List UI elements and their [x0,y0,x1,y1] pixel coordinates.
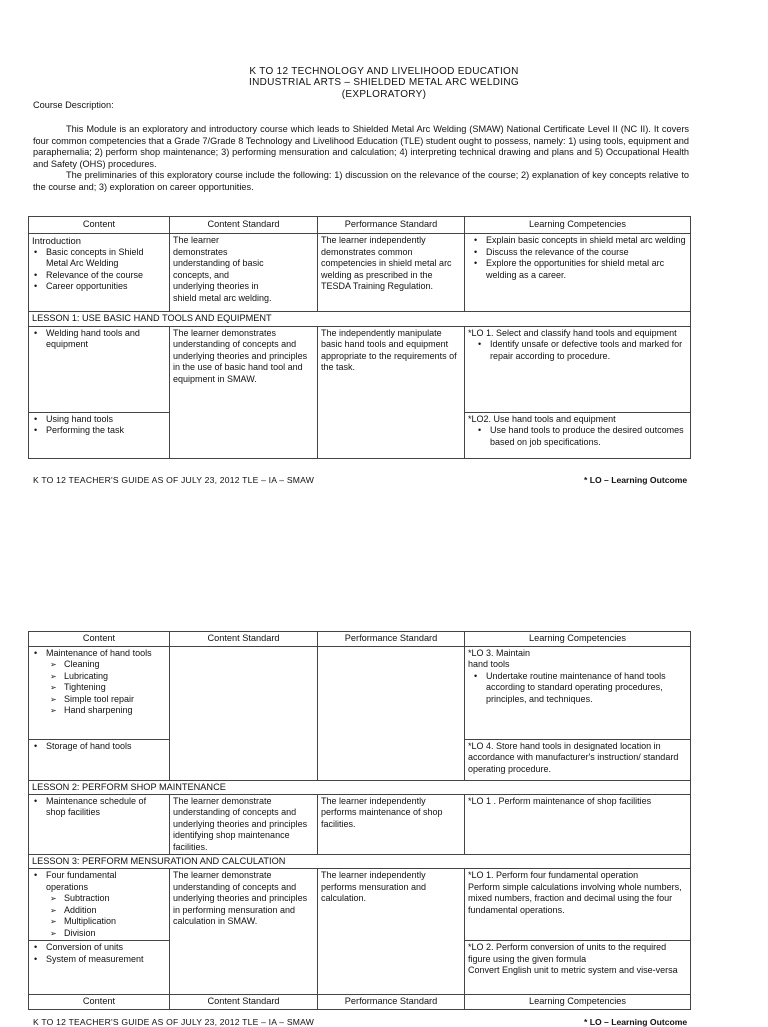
content-list [32,648,166,660]
competencies-cell [465,326,691,412]
col-header-learning-competencies: Learning Competencies [465,995,691,1010]
competency-list [468,671,687,706]
competencies-cell [465,234,691,312]
table-header-row [29,632,691,647]
list-item: • Basic concepts in Shield Metal Arc Welding [46,247,166,270]
content-standard-cell [170,234,318,312]
sub-list [32,893,166,939]
competencies-cell [465,941,691,995]
list-item: ➢ Lubricating [64,671,166,683]
competencies-cell [465,739,691,780]
performance-standard-cell [318,869,465,995]
performance-standard-cell [318,794,465,855]
list-item: • Four fundamental operations [46,870,132,893]
page-footer-left: K TO 12 TEACHER'S GUIDE AS OF JULY 23, 2012 TLE – IA – SMAW [33,475,315,485]
content-cell [29,646,170,739]
list-item: ➢ Division [64,928,166,940]
performance-standard-text: The learner independently demonstrates common competencies in shield metal arc welding as prescribed in the TESDA Training Regulation. [321,235,452,291]
course-description [33,124,689,194]
col-header-content: Content [29,217,170,234]
learning-outcome-text: Perform simple calculations involving whole numbers, mixed numbers, fraction and decimal using the four fundamental operations. [468,881,682,915]
list-item: ➢ Cleaning [64,659,166,671]
content-standard-text: The learner demonstrates understanding of concepts and underlying theories and principles in the use of basic hand tool and equipment in SMAW. [173,327,308,384]
lesson-1-title: LESSON 1: USE BASIC HAND TOOLS AND EQUIPMENT [29,312,691,327]
competency-list [468,339,687,362]
list-item: ➢ Subtraction [64,893,166,905]
content-standard-text: The learner demonstrate understanding of concepts and underlying theories and principles in performing mensuration and calculation in SMAW. [173,870,308,926]
list-item: • System of measurement [46,954,166,966]
col-header-learning-competencies: Learning Competencies [465,632,691,647]
lesson-2-title: LESSON 2: PERFORM SHOP MAINTENANCE [29,780,691,794]
content-cell [29,412,170,458]
performance-standard-cell [318,234,465,312]
competencies-cell [465,646,691,739]
list-item: • Maintenance of hand tools [46,648,166,660]
content-list [32,870,166,893]
learning-outcome-title: *LO 1. Perform four fundamental operation [468,870,639,880]
list-item: ➢ Hand sharpening [64,705,166,717]
lesson-row [29,780,691,794]
curriculum-table-1 [28,216,691,459]
table-row [29,869,691,941]
list-item: • Welding hand tools and equipment [46,328,166,351]
learning-outcome-title: *LO 2. Perform conversion of units to the required figure using the given formula [468,942,667,964]
list-item: ➢ Simple tool repair [64,694,166,706]
page-footer-right: * LO – Learning Outcome [584,475,688,485]
col-header-content-standard: Content Standard [170,632,318,647]
description-paragraph-1: This Module is an exploratory and introductory course which leads to Shielded Metal Arc Welding (SMAW) National Certificate Level II (NC II). It covers four common competencies that a Grade 7/Grade 8 Technology and Livelihood Education (TLE) student ought to possess, namely: 1) using tools, equipment and paraphernalia; 2) perform shop maintenance; 3) performing mensuration and calculation; 4) interpreting technical drawing and plans and 5) Occupational Health and Safety (OHS) procedures. [33,124,689,169]
content-standard-cell [170,794,318,855]
competency-list [468,425,687,448]
performance-standard-cell [318,326,465,458]
content-list [32,741,166,753]
learning-outcome-title: *LO 3. Maintain hand tools [468,647,531,669]
content-cell [29,326,170,412]
learning-outcome-title: *LO 1 . Perform maintenance of shop facilities [468,795,652,806]
list-item: • Career opportunities [46,281,166,293]
col-header-learning-competencies: Learning Competencies [465,217,691,234]
content-cell [29,794,170,855]
content-standard-text: The learner demonstrate understanding of concepts and underlying theories and principles identifying shop maintenance facilities. [173,795,308,852]
table-header-row [29,995,691,1010]
list-item: • Discuss the relevance of the course [486,247,687,259]
col-header-performance-standard: Performance Standard [318,632,465,647]
table-row [29,326,691,412]
list-item: • Undertake routine maintenance of hand tools according to standard operating procedures, principles, and techniques. [486,671,687,706]
list-item: • Storage of hand tools [46,741,166,753]
competencies-cell [465,412,691,458]
performance-standard-text: The independently manipulate basic hand tools and equipment appropriate to the requirements of the task. [321,327,457,372]
content-list [32,414,166,437]
learning-outcome-title: *LO 4. Store hand tools in designated location in accordance with manufacturer's instruction/ standard operating procedure. [468,740,679,774]
col-header-performance-standard: Performance Standard [318,995,465,1010]
table-row [29,234,691,312]
curriculum-table-2 [28,631,691,1010]
table-header-row [29,217,691,234]
list-item: ➢ Multiplication [64,916,166,928]
col-header-content: Content [29,632,170,647]
content-cell [29,869,170,941]
content-standard-cell [170,869,318,995]
list-item: • Use hand tools to produce the desired outcomes based on job specifications. [490,425,687,448]
lesson-3-title: LESSON 3: PERFORM MENSURATION AND CALCULATION [29,855,691,869]
sub-list [32,659,166,717]
intro-items [32,247,166,293]
content-cell [29,234,170,312]
col-header-content-standard: Content Standard [170,995,318,1010]
content-cell [29,941,170,995]
list-item: ➢ Addition [64,905,166,917]
competency-list [468,235,687,281]
col-header-performance-standard: Performance Standard [318,217,465,234]
learning-outcome-title: *LO 1. Select and classify hand tools and equipment [468,327,677,338]
performance-standard-text: The learner independently performs mensuration and calculation. [321,870,427,903]
col-header-content: Content [29,995,170,1010]
page-footer-left-2: K TO 12 TEACHER'S GUIDE AS OF JULY 23, 2012 TLE – IA – SMAW [33,1017,315,1027]
list-item: • Relevance of the course [46,270,166,282]
list-item: • Conversion of units [46,942,166,954]
list-item: • Identify unsafe or defective tools and marked for repair according to procedure. [490,339,687,362]
competencies-cell [465,869,691,941]
doc-title-line3: (EXPLORATORY) [341,89,427,100]
learning-outcome-title: *LO2. Use hand tools and equipment [468,413,616,424]
content-list [32,796,166,819]
content-list [32,328,166,351]
page-footer-right-2: * LO – Learning Outcome [584,1017,688,1027]
lesson-row [29,855,691,869]
list-item: • Maintenance schedule of shop facilities [46,796,166,819]
col-header-content-standard: Content Standard [170,217,318,234]
content-list [32,942,166,965]
list-item: • Explore the opportunities for shield metal arc welding as a career. [486,258,687,281]
performance-standard-text: The learner independently performs maintenance of shop facilities. [321,795,443,829]
table-row [29,646,691,739]
performance-standard-cell [318,646,465,780]
course-description-label: Course Description: [33,100,114,110]
content-cell [29,739,170,780]
lesson-row [29,312,691,327]
intro-title: Introduction [32,235,81,246]
list-item: ➢ Tightening [64,682,166,694]
content-standard-cell [170,646,318,780]
doc-title-line1: K TO 12 TECHNOLOGY AND LIVELIHOOD EDUCATION [249,66,519,77]
learning-outcome-text: Convert English unit to metric system and vise-versa [468,965,678,975]
content-standard-cell [170,326,318,458]
list-item: • Explain basic concepts in shield metal arc welding [486,235,687,247]
table-row [29,794,691,855]
list-item: • Performing the task [46,425,166,437]
list-item: • Using hand tools [46,414,166,426]
competencies-cell [465,794,691,855]
doc-title-line2: INDUSTRIAL ARTS – SHIELDED METAL ARC WELDING [249,77,519,88]
description-paragraph-2: The preliminaries of this exploratory course include the following: 1) discussion on the relevance of the course; 2) explanation of key concepts relative to the course and; 3) exploration on career opportunities. [33,170,689,192]
content-standard-text: The learner demonstrates understanding of basic concepts, and underlying theories in shield metal arc welding. [173,235,272,303]
